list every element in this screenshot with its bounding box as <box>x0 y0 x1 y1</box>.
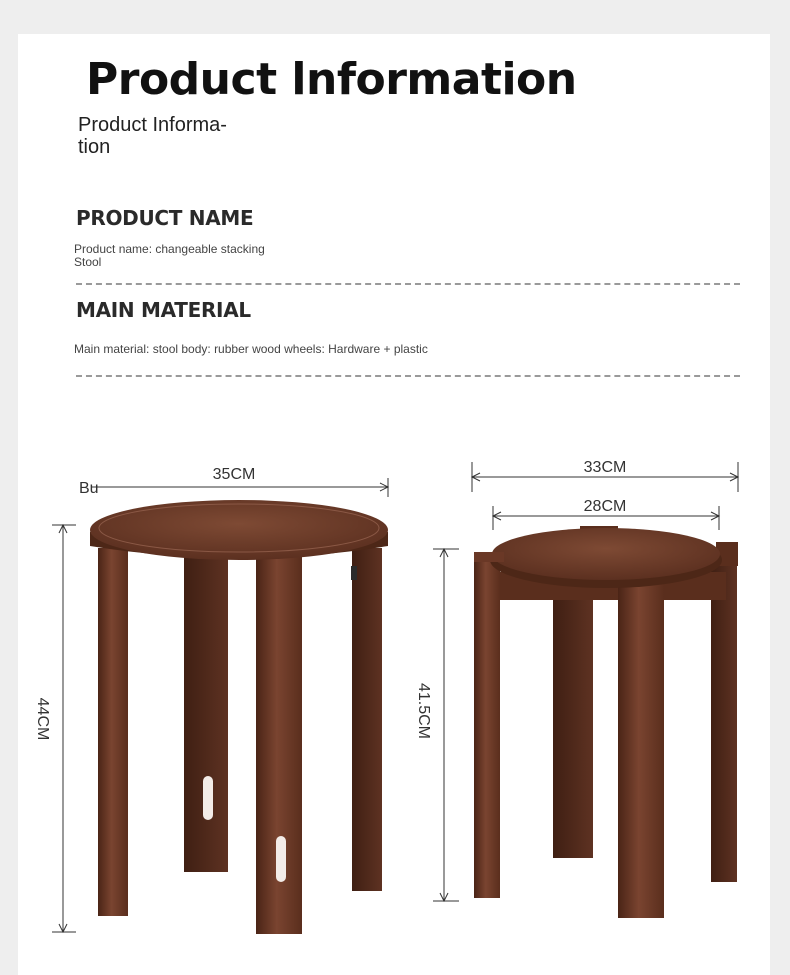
stool-b-height-label: 41.5CM <box>415 682 432 740</box>
stool-b-inner-width-dimension <box>493 498 719 530</box>
stool-b-outer-width-label: 33CM <box>583 459 627 476</box>
stool-a-height-label: 44CM <box>34 697 51 741</box>
stool-a-height-dimension <box>34 525 76 932</box>
stool-a-illustration <box>90 500 388 934</box>
main-material-heading: MAIN MATERIAL <box>76 298 251 322</box>
page-subtitle: Product Informa-tion <box>78 114 227 158</box>
stool-a-width-dimension <box>79 466 388 497</box>
stool-b-illustration <box>474 526 738 918</box>
product-name-heading: PRODUCT NAME <box>76 206 254 230</box>
product-name-text: Product name: changeable stacking Stool <box>74 242 265 269</box>
stool-b-inner-width-label: 28CM <box>583 498 627 515</box>
page-title: Product lnformation <box>86 54 577 105</box>
stool-b-outer-width-dimension <box>472 459 738 492</box>
stool-a-width-label: 35CM <box>212 466 256 483</box>
stool-a-label-prefix: Bu <box>79 480 99 497</box>
main-material-text: Main material: stool body: rubber wood wheels: Hardware + plastic <box>74 342 428 356</box>
stool-b-height-dimension <box>415 549 459 901</box>
